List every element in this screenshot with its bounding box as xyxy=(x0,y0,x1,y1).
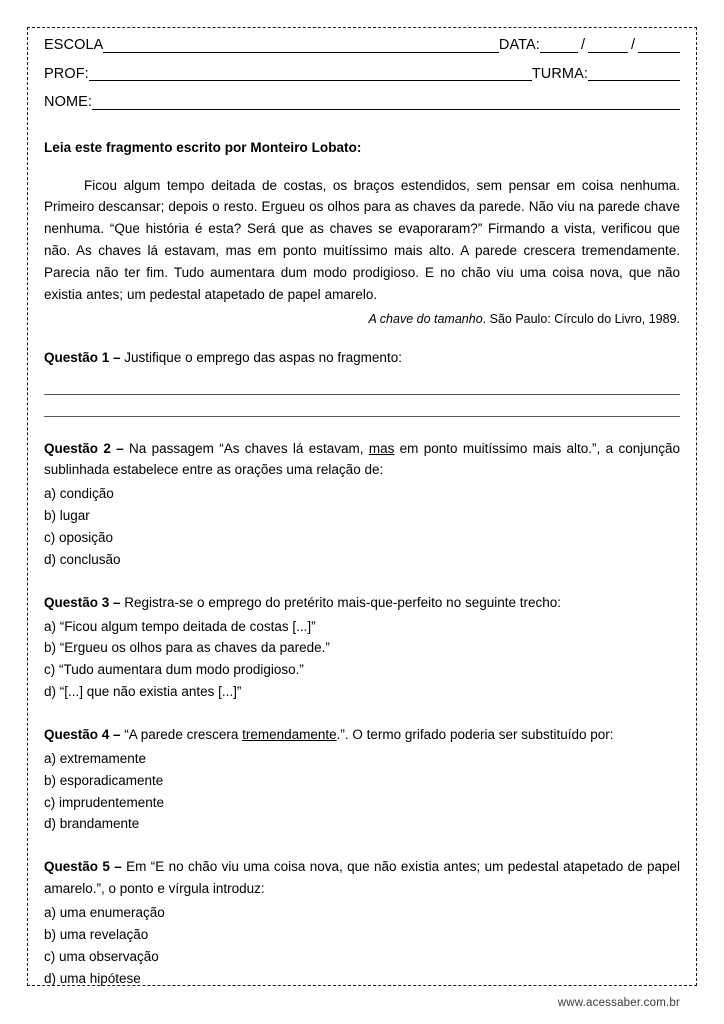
data-month-input-line[interactable] xyxy=(588,39,628,53)
escola-label: ESCOLA xyxy=(44,37,104,53)
answer-option[interactable]: d) uma hipótese xyxy=(44,970,141,986)
passage-source-title: A chave do tamanho xyxy=(368,311,483,326)
question-prompt xyxy=(44,347,680,369)
turma-label: TURMA: xyxy=(531,65,588,82)
answer-option[interactable]: c) oposição xyxy=(44,529,114,545)
question-label: Questão 2 – xyxy=(44,440,124,456)
answer-option[interactable]: d) conclusão xyxy=(44,551,121,567)
data-day-input-line[interactable] xyxy=(540,39,578,53)
escola-input-line[interactable] xyxy=(103,39,498,53)
answer-option[interactable]: c) imprudentemente xyxy=(44,794,165,810)
question-text-before: Registra-se o emprego do pretérito mais-que-perfeito no seguinte trecho: xyxy=(120,594,562,610)
answer-option[interactable]: b) uma revelação xyxy=(44,926,149,942)
question-text-after: em ponto muitíssimo mais alto.”, a conjunção sublinhada estabelece entre as orações uma relação de: xyxy=(44,440,680,478)
answer-line[interactable] xyxy=(44,395,680,417)
question-text-before: Na passagem “As chaves lá estavam, xyxy=(123,440,369,456)
escola-data-row xyxy=(44,38,680,53)
questions-container xyxy=(44,347,680,990)
question-text-before: Em “E no chão viu uma coisa nova, que não existia antes; um pedestal atapetado de papel amarelo.”, o ponto e vírgula introduz: xyxy=(44,859,681,897)
nome-input-line[interactable] xyxy=(92,96,680,110)
reading-instruction: Leia este fragmento escrito por Monteiro Lobato: xyxy=(44,139,362,155)
answer-option[interactable]: a) “Ficou algum tempo deitada de costas [...]” xyxy=(44,618,316,634)
question-underlined-term: tremendamente xyxy=(242,726,337,742)
data-slash-1: / xyxy=(580,37,585,53)
answer-lines xyxy=(44,373,680,417)
identification-block xyxy=(44,38,680,110)
question-block xyxy=(44,438,680,571)
reading-passage: Ficou algum tempo deitada de costas, os braços estendidos, sem pensar em coisa nenhuma. Primeiro descansar; depois o resto. Ergueu os olhos para as chaves da parede. Não viu na parede chave nenhuma. “Que história é esta? Será que as chaves se evaporaram?” Firmando a vista, verificou que não. As chaves lá estavam, mas em ponto muitíssimo mais alto. A parede crescera tremendamente. Parecia não ter fim. Tudo aumentara dum modo prodigioso. E no chão viu uma coisa nova, que não existia antes; um pedestal atapetado de papel amarelo. xyxy=(44,177,680,302)
answer-option[interactable]: d) brandamente xyxy=(44,816,140,832)
answer-options xyxy=(44,902,680,989)
nome-label: NOME: xyxy=(44,94,93,110)
answer-option[interactable]: a) condição xyxy=(44,486,114,502)
question-label: Questão 4 – xyxy=(44,726,121,742)
question-prompt xyxy=(44,856,680,900)
passage-source-reference: . São Paulo: Círculo do Livro, 1989. xyxy=(482,311,680,326)
answer-option[interactable]: a) extremamente xyxy=(44,750,147,766)
answer-option[interactable]: b) “Ergueu os olhos para as chaves da parede.” xyxy=(44,640,330,656)
passage-source xyxy=(44,312,680,326)
answer-option[interactable]: b) lugar xyxy=(44,508,90,524)
question-block xyxy=(44,724,680,835)
turma-input-line[interactable] xyxy=(588,67,680,81)
question-text-after: .”. O termo grifado poderia ser substituído por: xyxy=(336,726,614,742)
data-label: DATA: xyxy=(498,37,540,53)
question-block xyxy=(44,592,680,703)
answer-option[interactable]: a) uma enumeração xyxy=(44,904,165,920)
question-label: Questão 5 – xyxy=(44,859,122,875)
prof-turma-row xyxy=(44,67,680,82)
answer-option[interactable]: b) esporadicamente xyxy=(44,772,164,788)
data-year-input-line[interactable] xyxy=(638,39,680,53)
question-block xyxy=(44,347,680,417)
prof-input-line[interactable] xyxy=(89,67,532,81)
question-prompt xyxy=(44,724,680,746)
nome-row xyxy=(44,95,680,110)
question-label: Questão 3 – xyxy=(44,594,121,610)
question-label: Questão 1 – xyxy=(44,349,121,365)
answer-line[interactable] xyxy=(44,373,680,395)
question-underlined-term: mas xyxy=(368,440,395,456)
question-block xyxy=(44,856,680,989)
data-slash-2: / xyxy=(630,37,635,53)
question-prompt xyxy=(44,592,680,614)
prof-label: PROF: xyxy=(44,65,89,82)
question-text-before: “A parede crescera xyxy=(120,726,243,742)
question-text-before: Justifique o emprego das aspas no fragmento: xyxy=(120,349,402,365)
answer-options xyxy=(44,748,680,835)
answer-options xyxy=(44,483,680,570)
footer-website: www.acessaber.com.br xyxy=(557,997,680,1009)
answer-options xyxy=(44,616,680,703)
question-prompt xyxy=(44,438,680,482)
worksheet-content xyxy=(44,38,680,989)
answer-option[interactable]: d) “[...] que não existia antes [...]” xyxy=(44,684,242,700)
answer-option[interactable]: c) uma observação xyxy=(44,948,159,964)
answer-option[interactable]: c) “Tudo aumentara dum modo prodigioso.” xyxy=(44,662,304,678)
